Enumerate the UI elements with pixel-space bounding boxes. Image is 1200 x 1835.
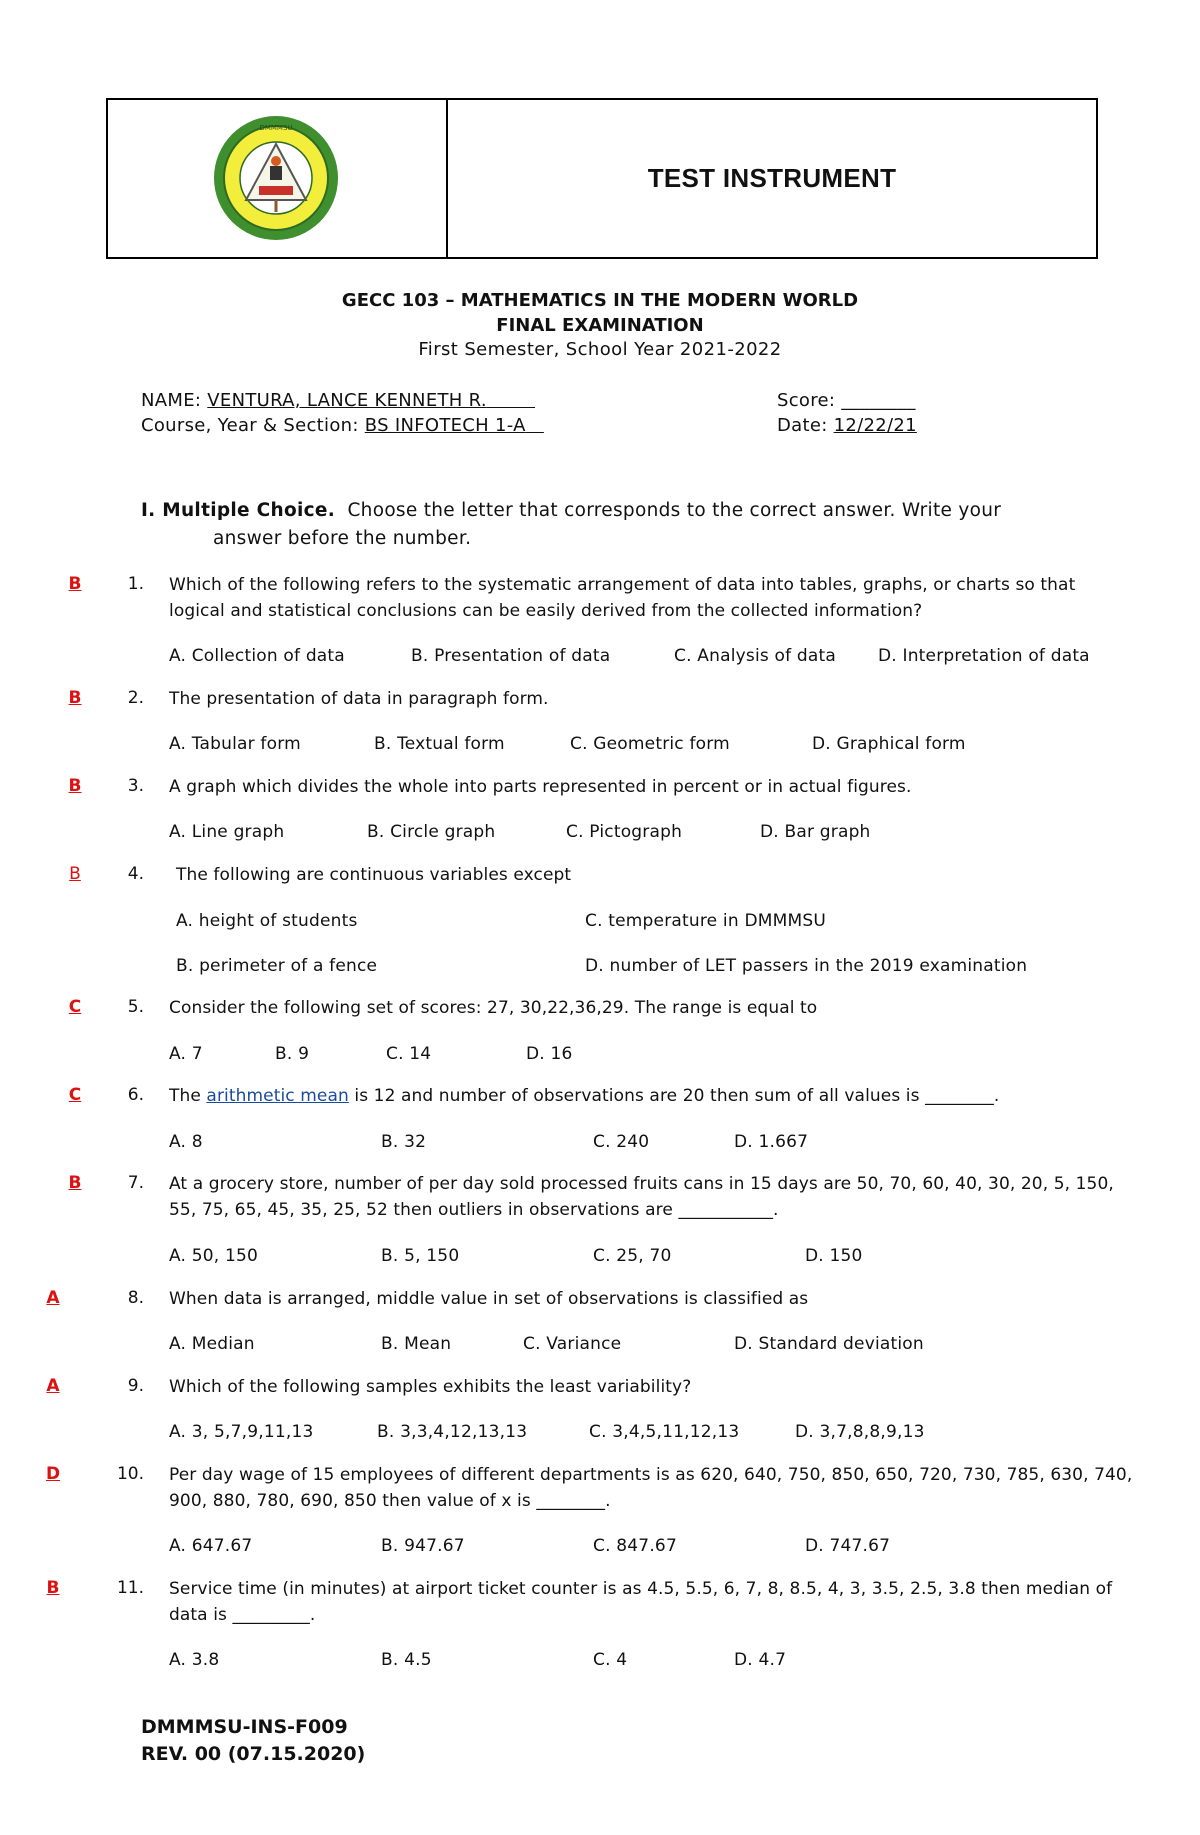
question-number: 3. [127, 776, 144, 796]
option: C. 4 [593, 1650, 628, 1670]
question-text: When data is arranged, middle value in set of observations is classified as [169, 1289, 809, 1309]
logo-cell [108, 100, 448, 257]
option: D. Graphical form [812, 734, 966, 754]
date-label: Date: [777, 415, 828, 436]
option: C. Variance [523, 1334, 622, 1354]
question-text: Which of the following samples exhibits the least variability? [169, 1377, 692, 1397]
option: A. height of students [176, 911, 358, 931]
option: A. Tabular form [169, 734, 301, 754]
option: B. Presentation of data [411, 646, 611, 666]
instructions [141, 497, 1041, 553]
question-number: 4. [127, 864, 144, 884]
option: A. Collection of data [169, 646, 345, 666]
answer-mark: B [68, 574, 82, 594]
option: B. 3,3,4,12,13,13 [377, 1422, 528, 1442]
option: B. Circle graph [367, 822, 496, 842]
name-value: VENTURA, LANCE KENNETH R. [207, 390, 487, 411]
option: D. 150 [805, 1246, 863, 1266]
option: C. Geometric form [570, 734, 730, 754]
option: B. 5, 150 [381, 1246, 460, 1266]
question-text: The presentation of data in paragraph form. [169, 689, 549, 709]
option: B. 32 [381, 1132, 427, 1152]
option: D. Standard deviation [734, 1334, 924, 1354]
question-number: 6. [127, 1085, 144, 1105]
question-number: 7. [127, 1173, 144, 1193]
option: B. Textual form [374, 734, 505, 754]
answer-mark: A [46, 1376, 60, 1396]
option: B. 947.67 [381, 1536, 465, 1556]
section-value: BS INFOTECH 1-A [364, 415, 526, 436]
option: D. Bar graph [760, 822, 871, 842]
option: D. 16 [526, 1044, 573, 1064]
header-box [106, 98, 1098, 259]
option: A. 647.67 [169, 1536, 253, 1556]
title-cell [448, 100, 1096, 257]
question-number: 11. [116, 1578, 144, 1598]
name-row [141, 390, 535, 411]
section-label: Course, Year & Section: [141, 415, 359, 436]
option: A. 7 [169, 1044, 203, 1064]
date-row [777, 415, 917, 436]
semester: First Semester, School Year 2021-2022 [418, 339, 782, 360]
form-code: DMMMSU-INS-F009 [141, 1716, 348, 1738]
question-text: At a grocery store, number of per day sold processed fruits cans in 15 days are 50, 70, 60, 40, 30, 20, 5, 150, 55, 75, 65, 45, 35, 25, 52 then outliers in observations are ___________. [169, 1174, 1114, 1220]
section-heading: I. Multiple Choice. [141, 500, 336, 521]
question-text-post: is 12 and number of observations are 20 then sum of all values is ________. [348, 1086, 1000, 1106]
question-text: Which of the following refers to the systematic arrangement of data into tables, graphs, or charts so that logical and statistical conclusions can be easily derived from the collected information? [169, 575, 1076, 621]
answer-mark: C [68, 1085, 82, 1105]
arithmetic-mean-link[interactable]: arithmetic mean [206, 1086, 349, 1106]
name-label: NAME: [141, 390, 202, 411]
section-row [141, 415, 544, 436]
answer-mark: D [45, 1464, 61, 1484]
question-text: The following are continuous variables except [176, 865, 572, 885]
option: C. 847.67 [593, 1536, 677, 1556]
answer-mark: B [68, 1173, 82, 1193]
option: D. 3,7,8,8,9,13 [795, 1422, 925, 1442]
question-number: 10. [116, 1464, 144, 1484]
option: A. 8 [169, 1132, 203, 1152]
option: D. Interpretation of data [878, 646, 1090, 666]
answer-mark: C [68, 997, 82, 1017]
option: A. Median [169, 1334, 255, 1354]
option: C. 14 [386, 1044, 432, 1064]
option: C. 25, 70 [593, 1246, 672, 1266]
option: C. 240 [593, 1132, 650, 1152]
answer-mark: A [46, 1288, 60, 1308]
option: B. perimeter of a fence [176, 956, 378, 976]
university-seal-icon [212, 114, 340, 242]
answer-mark: B [68, 688, 82, 708]
instruction-text: Choose the letter that corresponds to the correct answer. Write your [347, 500, 1002, 521]
question-text-pre: The [169, 1086, 207, 1106]
option: B. 4.5 [381, 1650, 432, 1670]
option: D. 747.67 [805, 1536, 891, 1556]
option: B. Mean [381, 1334, 452, 1354]
option: D. 4.7 [734, 1650, 787, 1670]
revision: REV. 00 (07.15.2020) [141, 1743, 366, 1765]
option: B. 9 [275, 1044, 310, 1064]
score-row [777, 390, 916, 411]
option: C. Analysis of data [674, 646, 837, 666]
question-number: 2. [127, 688, 144, 708]
option: C. temperature in DMMMSU [585, 911, 826, 931]
date-value: 12/22/21 [833, 415, 917, 436]
answer-mark: B [69, 864, 81, 884]
answer-mark: B [68, 776, 82, 796]
question-number: 1. [127, 574, 144, 594]
question-text [169, 1083, 1153, 1109]
option: A. 3, 5,7,9,11,13 [169, 1422, 314, 1442]
question-text: A graph which divides the whole into parts represented in percent or in actual figures. [169, 777, 912, 797]
exam-type: FINAL EXAMINATION [496, 315, 704, 336]
option: C. 3,4,5,11,12,13 [589, 1422, 740, 1442]
score-value: ________ [841, 390, 916, 411]
option: D. number of LET passers in the 2019 examination [585, 956, 1028, 976]
option: A. 50, 150 [169, 1246, 259, 1266]
option: D. 1.667 [734, 1132, 809, 1152]
question-text: Per day wage of 15 employees of different departments is as 620, 640, 750, 850, 650, 720, 730, 785, 630, 740, 900, 880, 780, 690, 850 then value of x is ________. [169, 1465, 1133, 1511]
score-label: Score: [777, 390, 836, 411]
question-text: Service time (in minutes) at airport ticket counter is as 4.5, 5.5, 6, 7, 8, 8.5, 4, 3, 3.5, 2.5, 3.8 then median of data is _________. [169, 1579, 1113, 1625]
question-number: 8. [127, 1288, 144, 1308]
instruction-text-2: answer before the number. [213, 528, 472, 549]
seal-text: DMMMSU [259, 124, 293, 132]
question-number: 5. [127, 997, 144, 1017]
option: A. 3.8 [169, 1650, 220, 1670]
answer-mark: B [46, 1578, 60, 1598]
question-text: Consider the following set of scores: 27, 30,22,36,29. The range is equal to [169, 998, 818, 1018]
document-title: TEST INSTRUMENT [647, 163, 897, 193]
option: A. Line graph [169, 822, 285, 842]
question-number: 9. [127, 1376, 144, 1396]
option: C. Pictograph [566, 822, 683, 842]
course-title: GECC 103 – MATHEMATICS IN THE MODERN WORLD [341, 290, 859, 311]
